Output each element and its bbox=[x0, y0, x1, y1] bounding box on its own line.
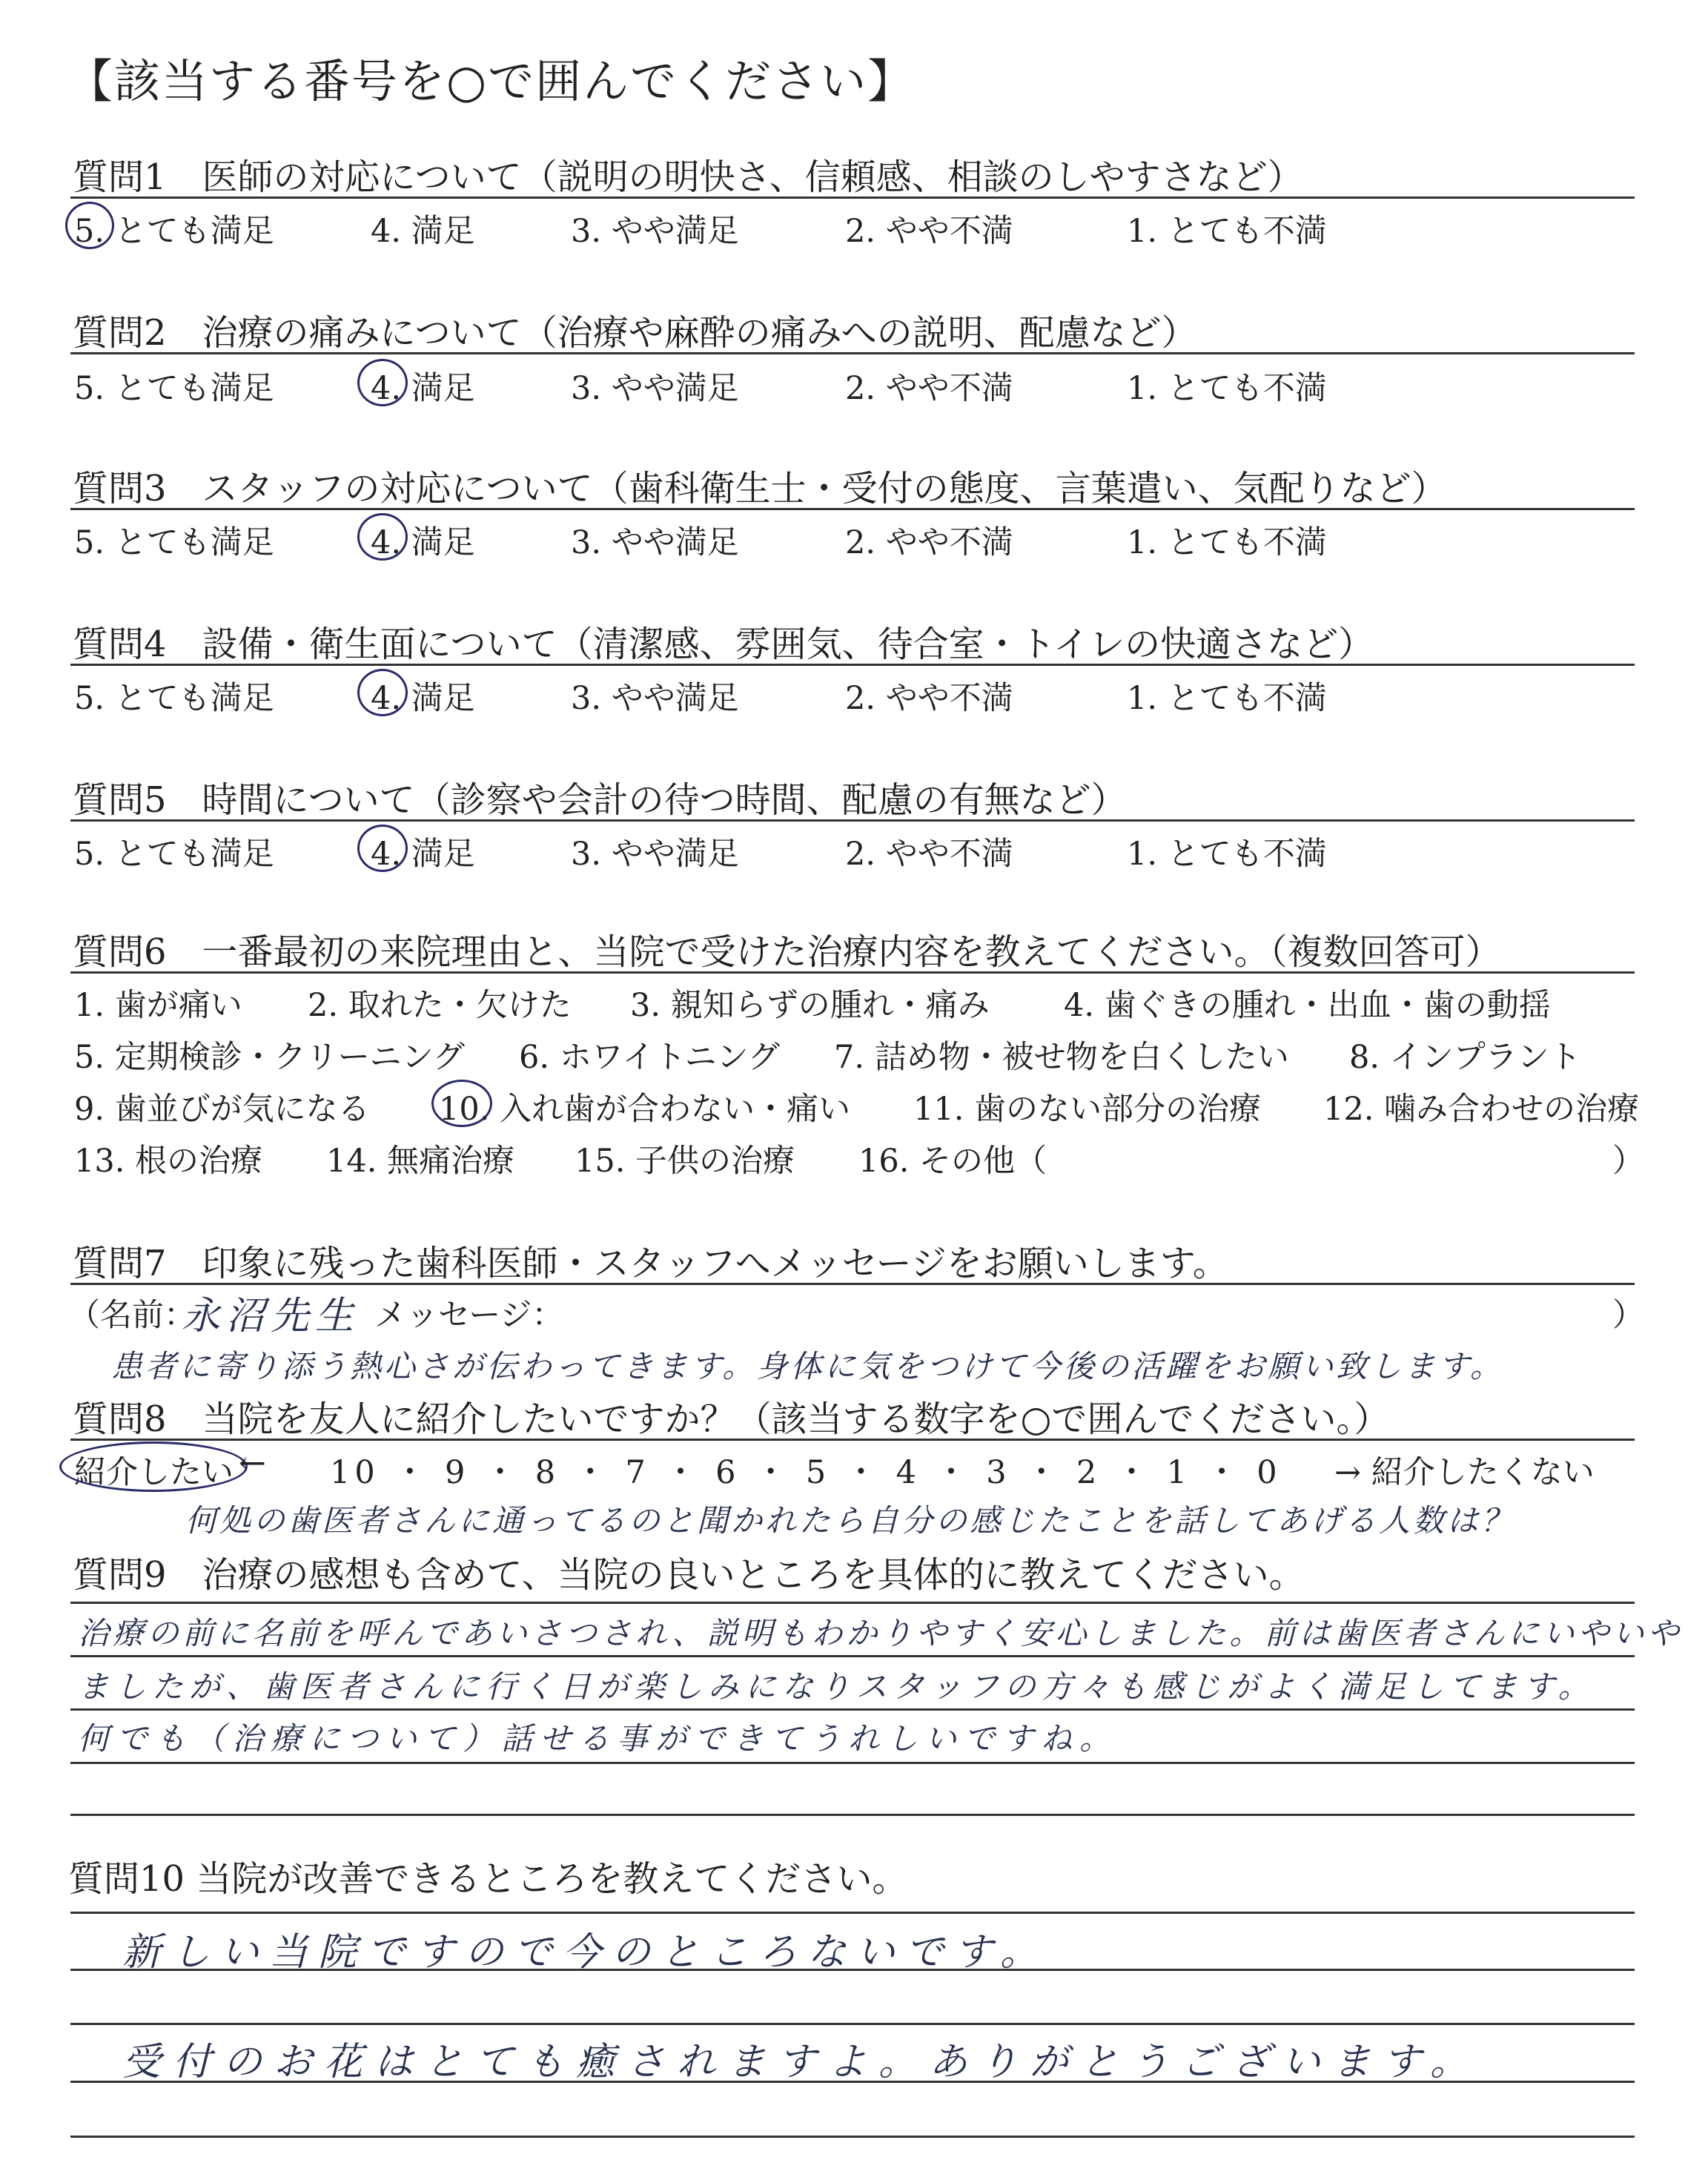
option-5[interactable]: 5. とても満足 bbox=[74, 213, 274, 250]
option-2[interactable]: 2. やや不満 bbox=[845, 680, 1013, 717]
reason-5[interactable]: 5. 定期検診・クリーニング bbox=[74, 1039, 465, 1076]
option-2[interactable]: 2. やや不満 bbox=[845, 524, 1013, 561]
reason-3[interactable]: 3. 親知らずの腫れ・痛み bbox=[630, 987, 990, 1024]
selection-circle bbox=[357, 825, 408, 872]
option-3[interactable]: 3. やや満足 bbox=[571, 213, 739, 250]
divider bbox=[70, 819, 1635, 822]
question-title: 質問3 スタッフの対応について（歯科衛生士・受付の態度、言葉遣い、気配りなど） bbox=[73, 468, 1447, 509]
option-1[interactable]: 1. とても不満 bbox=[1127, 370, 1327, 407]
divider bbox=[70, 1602, 1635, 1604]
question-title: 質問10 当院が改善できるところを教えてください。 bbox=[68, 1858, 908, 1900]
form-heading: 【該当する番号を○で囲んでください】 bbox=[67, 54, 916, 108]
divider bbox=[70, 664, 1635, 666]
option-5[interactable]: 5. とても満足 bbox=[74, 680, 274, 717]
option-1[interactable]: 1. とても不満 bbox=[1127, 836, 1327, 873]
reason-12[interactable]: 12. 噛み合わせの治療 bbox=[1323, 1091, 1640, 1128]
question-title: 質問6 一番最初の来院理由と、当院で受けた治療内容を教えてください。（複数回答可） bbox=[73, 931, 1501, 973]
message-text[interactable]: 患者に寄り添う熱心さが伝わってきます。身体に気をつけて今後の活躍をお願い致します。 bbox=[111, 1348, 1504, 1384]
divider bbox=[70, 1762, 1635, 1764]
divider bbox=[70, 2136, 1635, 2138]
doctor-name[interactable]: 永沼先生 bbox=[182, 1294, 360, 1338]
option-3[interactable]: 3. やや満足 bbox=[571, 370, 739, 407]
reason-10[interactable]: 10. 入れ歯が合わない・痛い bbox=[439, 1091, 851, 1128]
option-5[interactable]: 5. とても満足 bbox=[74, 370, 274, 407]
reason-15[interactable]: 15. 子供の治療 bbox=[575, 1143, 795, 1180]
recommend-scale[interactable]: 10 ・ 9 ・ 8 ・ 7 ・ 6 ・ 5 ・ 4 ・ 3 ・ 2 ・ 1 ・ 0 bbox=[330, 1454, 1282, 1491]
reason-4[interactable]: 4. 歯ぐきの腫れ・出血・歯の動揺 bbox=[1064, 987, 1551, 1024]
divider bbox=[70, 1814, 1635, 1816]
option-5[interactable]: 5. とても満足 bbox=[74, 836, 274, 873]
option-1[interactable]: 1. とても不満 bbox=[1127, 524, 1327, 561]
divider bbox=[70, 508, 1635, 510]
option-2[interactable]: 2. やや不満 bbox=[845, 370, 1013, 407]
divider bbox=[70, 1912, 1635, 1914]
selection-circle bbox=[357, 669, 408, 716]
name-label: （名前： bbox=[68, 1297, 196, 1334]
question-title: 質問5 時間について（診察や会計の待つ時間、配慮の有無など） bbox=[73, 779, 1127, 821]
selection-circle bbox=[431, 1080, 492, 1127]
reason-14[interactable]: 14. 無痛治療 bbox=[326, 1143, 515, 1180]
option-1[interactable]: 1. とても不満 bbox=[1127, 680, 1327, 717]
reason-2[interactable]: 2. 取れた・欠けた bbox=[308, 987, 572, 1024]
reason-13[interactable]: 13. 根の治療 bbox=[74, 1143, 263, 1180]
question-title: 質問2 治療の痛みについて（治療や麻酔の痛みへの説明、配慮など） bbox=[73, 312, 1197, 354]
message-label: メッセージ： bbox=[374, 1297, 564, 1334]
question-title: 質問1 医師の対応について（説明の明快さ、信頼感、相談のしやすさなど） bbox=[73, 156, 1303, 198]
divider bbox=[70, 1708, 1635, 1711]
reason-1[interactable]: 1. 歯が痛い bbox=[74, 987, 242, 1024]
answer-line-1[interactable]: 治療の前に名前を呼んであいさつされ、説明もわかりやすく安心しました。前は歯医者さんにいやいや bbox=[78, 1615, 1683, 1651]
close-paren: ） bbox=[1612, 1297, 1644, 1334]
option-2[interactable]: 2. やや不満 bbox=[845, 213, 1013, 250]
divider bbox=[70, 2081, 1635, 2083]
answer-line-3[interactable]: 何でも（治療について）話せる事ができてうれしいですね。 bbox=[78, 1720, 1119, 1757]
selection-circle bbox=[357, 513, 408, 561]
arrow-left-icon: ← bbox=[239, 1444, 266, 1482]
selection-circle bbox=[357, 359, 408, 406]
recommend-no[interactable]: → 紹介したくない bbox=[1334, 1454, 1595, 1491]
option-1[interactable]: 1. とても不満 bbox=[1127, 213, 1327, 250]
recommend-yes[interactable]: 紹介したい bbox=[74, 1454, 234, 1491]
reason-8[interactable]: 8. インプラント bbox=[1349, 1039, 1581, 1076]
option-4[interactable]: 4. 満足 bbox=[371, 836, 475, 873]
reason-7[interactable]: 7. 詰め物・被せ物を白くしたい bbox=[834, 1039, 1289, 1076]
reason-11[interactable]: 11. 歯のない部分の治療 bbox=[913, 1091, 1262, 1128]
divider bbox=[70, 352, 1635, 354]
reason-6[interactable]: 6. ホワイトニング bbox=[519, 1039, 780, 1076]
option-3[interactable]: 3. やや満足 bbox=[571, 836, 739, 873]
answer-line-1[interactable]: 新しい当院ですので今のところないです。 bbox=[122, 1930, 1049, 1975]
reason-9[interactable]: 9. 歯並びが気になる bbox=[74, 1091, 370, 1128]
close-paren: ） bbox=[1612, 1143, 1644, 1180]
question-title: 質問4 設備・衛生面について（清潔感、雰囲気、待合室・トイレの快適さなど） bbox=[73, 624, 1374, 665]
answer-line-2[interactable]: ましたが、歯医者さんに行く日が楽しみになりスタッフの方々も感じがよく満足してます。 bbox=[78, 1668, 1595, 1705]
option-4[interactable]: 4. 満足 bbox=[371, 370, 475, 407]
option-5[interactable]: 5. とても満足 bbox=[74, 524, 274, 561]
option-2[interactable]: 2. やや不満 bbox=[845, 836, 1013, 873]
selection-circle bbox=[65, 202, 114, 249]
question-title: 質問8 当院を友人に紹介したいですか？（該当する数字を○で囲んでください。） bbox=[73, 1398, 1390, 1440]
divider bbox=[70, 1655, 1635, 1657]
selection-circle bbox=[59, 1441, 248, 1492]
recommend-note[interactable]: 何処の歯医者さんに通ってるのと聞かれたら自分の感じたことを話してあげる人数は？ bbox=[185, 1502, 1516, 1539]
divider bbox=[70, 1969, 1635, 1971]
option-3[interactable]: 3. やや満足 bbox=[571, 680, 739, 717]
question-title: 質問7 印象に残った歯科医師・スタッフへメッセージをお願いします。 bbox=[73, 1243, 1228, 1284]
option-4[interactable]: 4. 満足 bbox=[371, 524, 475, 561]
question-title: 質問9 治療の感想も含めて、当院の良いところを具体的に教えてください。 bbox=[73, 1554, 1305, 1596]
divider bbox=[70, 971, 1635, 974]
divider bbox=[70, 1439, 1635, 1441]
option-4[interactable]: 4. 満足 bbox=[371, 680, 475, 717]
answer-line-2[interactable]: 受付のお花はとても癒されますよ。ありがとうございます。 bbox=[122, 2040, 1480, 2084]
divider bbox=[70, 2023, 1635, 2025]
reason-16[interactable]: 16. その他（ bbox=[858, 1143, 1047, 1180]
option-4[interactable]: 4. 満足 bbox=[371, 213, 475, 250]
option-3[interactable]: 3. やや満足 bbox=[571, 524, 739, 561]
divider bbox=[70, 196, 1635, 199]
